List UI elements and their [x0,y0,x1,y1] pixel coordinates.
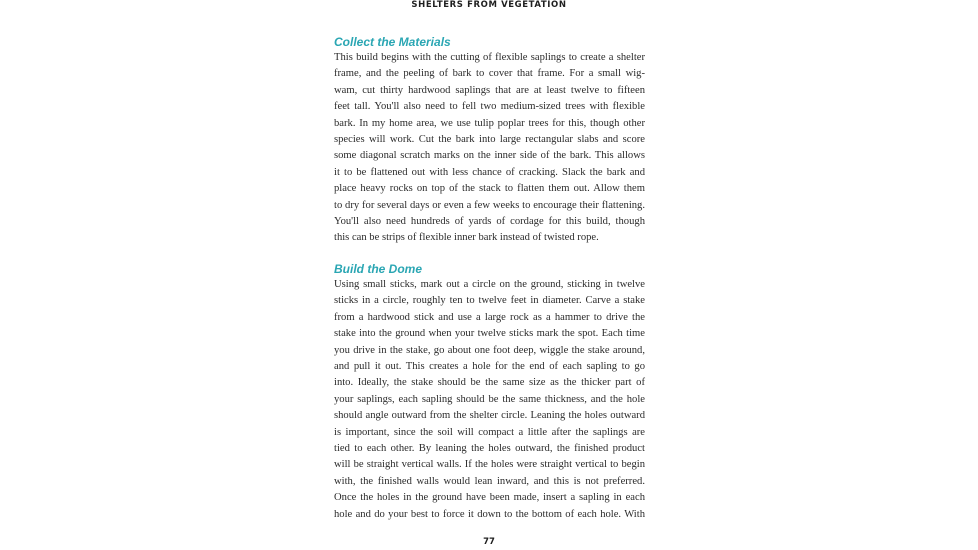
text-line: wam, cut thirty hardwood saplings that are at least twelve to fifteen [334,84,645,96]
body-paragraph [334,50,645,247]
text-line: you drive in the stake, go about one foot deep, wiggle the stake around, [334,344,645,356]
text-line: Once the holes in the ground have been made, insert a sapling in each [334,492,645,504]
text-line: Using small sticks, mark out a circle on the ground, sticking in twelve [334,278,645,290]
text-line: species will work. Cut the bark into large rectangular slabs and score [334,134,645,146]
running-head: SHELTERS FROM VEGETATION [411,0,567,10]
text-line: will be straight vertical walls. If the holes were straight vertical to begin [334,459,645,471]
text-line: your saplings, each sapling should be the same thickness, and the hole [334,393,645,405]
section-heading: Build the Dome [334,261,423,276]
text-line: You'll also need hundreds of yards of cordage for this build, though [334,216,645,228]
section-build-dome [334,261,645,523]
text-line: into. Ideally, the stake should be the same size as the thicker part of [334,377,645,389]
body-paragraph [334,277,645,523]
text-line: bark. In my home area, we use tulip poplar trees for this, though other [334,117,645,129]
text-column [334,34,645,523]
text-line: sticks in a circle, roughly ten to twelve feet in diameter. Carve a stake [334,295,645,307]
text-line: to dry for several days or even a few weeks to encourage their flattening. [334,199,645,211]
section-heading: Collect the Materials [334,35,451,49]
text-line: frame, and the peeling of bark to cover that frame. For a small wig- [334,68,645,80]
text-line: This build begins with the cutting of flexible saplings to create a shelter [334,52,645,63]
text-line: some diagonal scratch marks on the inner side of the bark. This allows [334,150,645,162]
page-number: 77 [483,537,495,547]
text-line: it to be flattened out with less chance of cracking. Slack the bark and [334,166,645,178]
text-line: this can be strips of flexible inner bark instead of twisted rope. [334,232,599,244]
text-line: should angle outward from the shelter circle. Leaning the holes outward [334,410,645,422]
section-collect-materials [334,34,645,247]
text-line: tied to each other. By leaning the holes outward, the finished product [334,442,645,454]
text-line: hole and do your best to force it down to the bottom of each hole. With [334,508,645,520]
text-line: with, the finished walls would lean inward, and this is not preferred. [334,475,645,487]
text-line: and pull it out. This creates a hole for the end of each sapling to go [334,360,645,372]
text-line: from a hardwood stick and use a large rock as a hammer to drive the [334,311,645,323]
text-line: is important, since the soil will compact a little after the saplings are [334,426,645,438]
text-line: feet tall. You'll also need to fell two medium-sized trees with flexible [334,101,645,113]
text-line: stake into the ground when your twelve sticks mark the spot. Each time [334,328,645,340]
section-gap [334,247,645,261]
text-line: place heavy rocks on top of the stack to flatten them out. Allow them [334,183,645,195]
